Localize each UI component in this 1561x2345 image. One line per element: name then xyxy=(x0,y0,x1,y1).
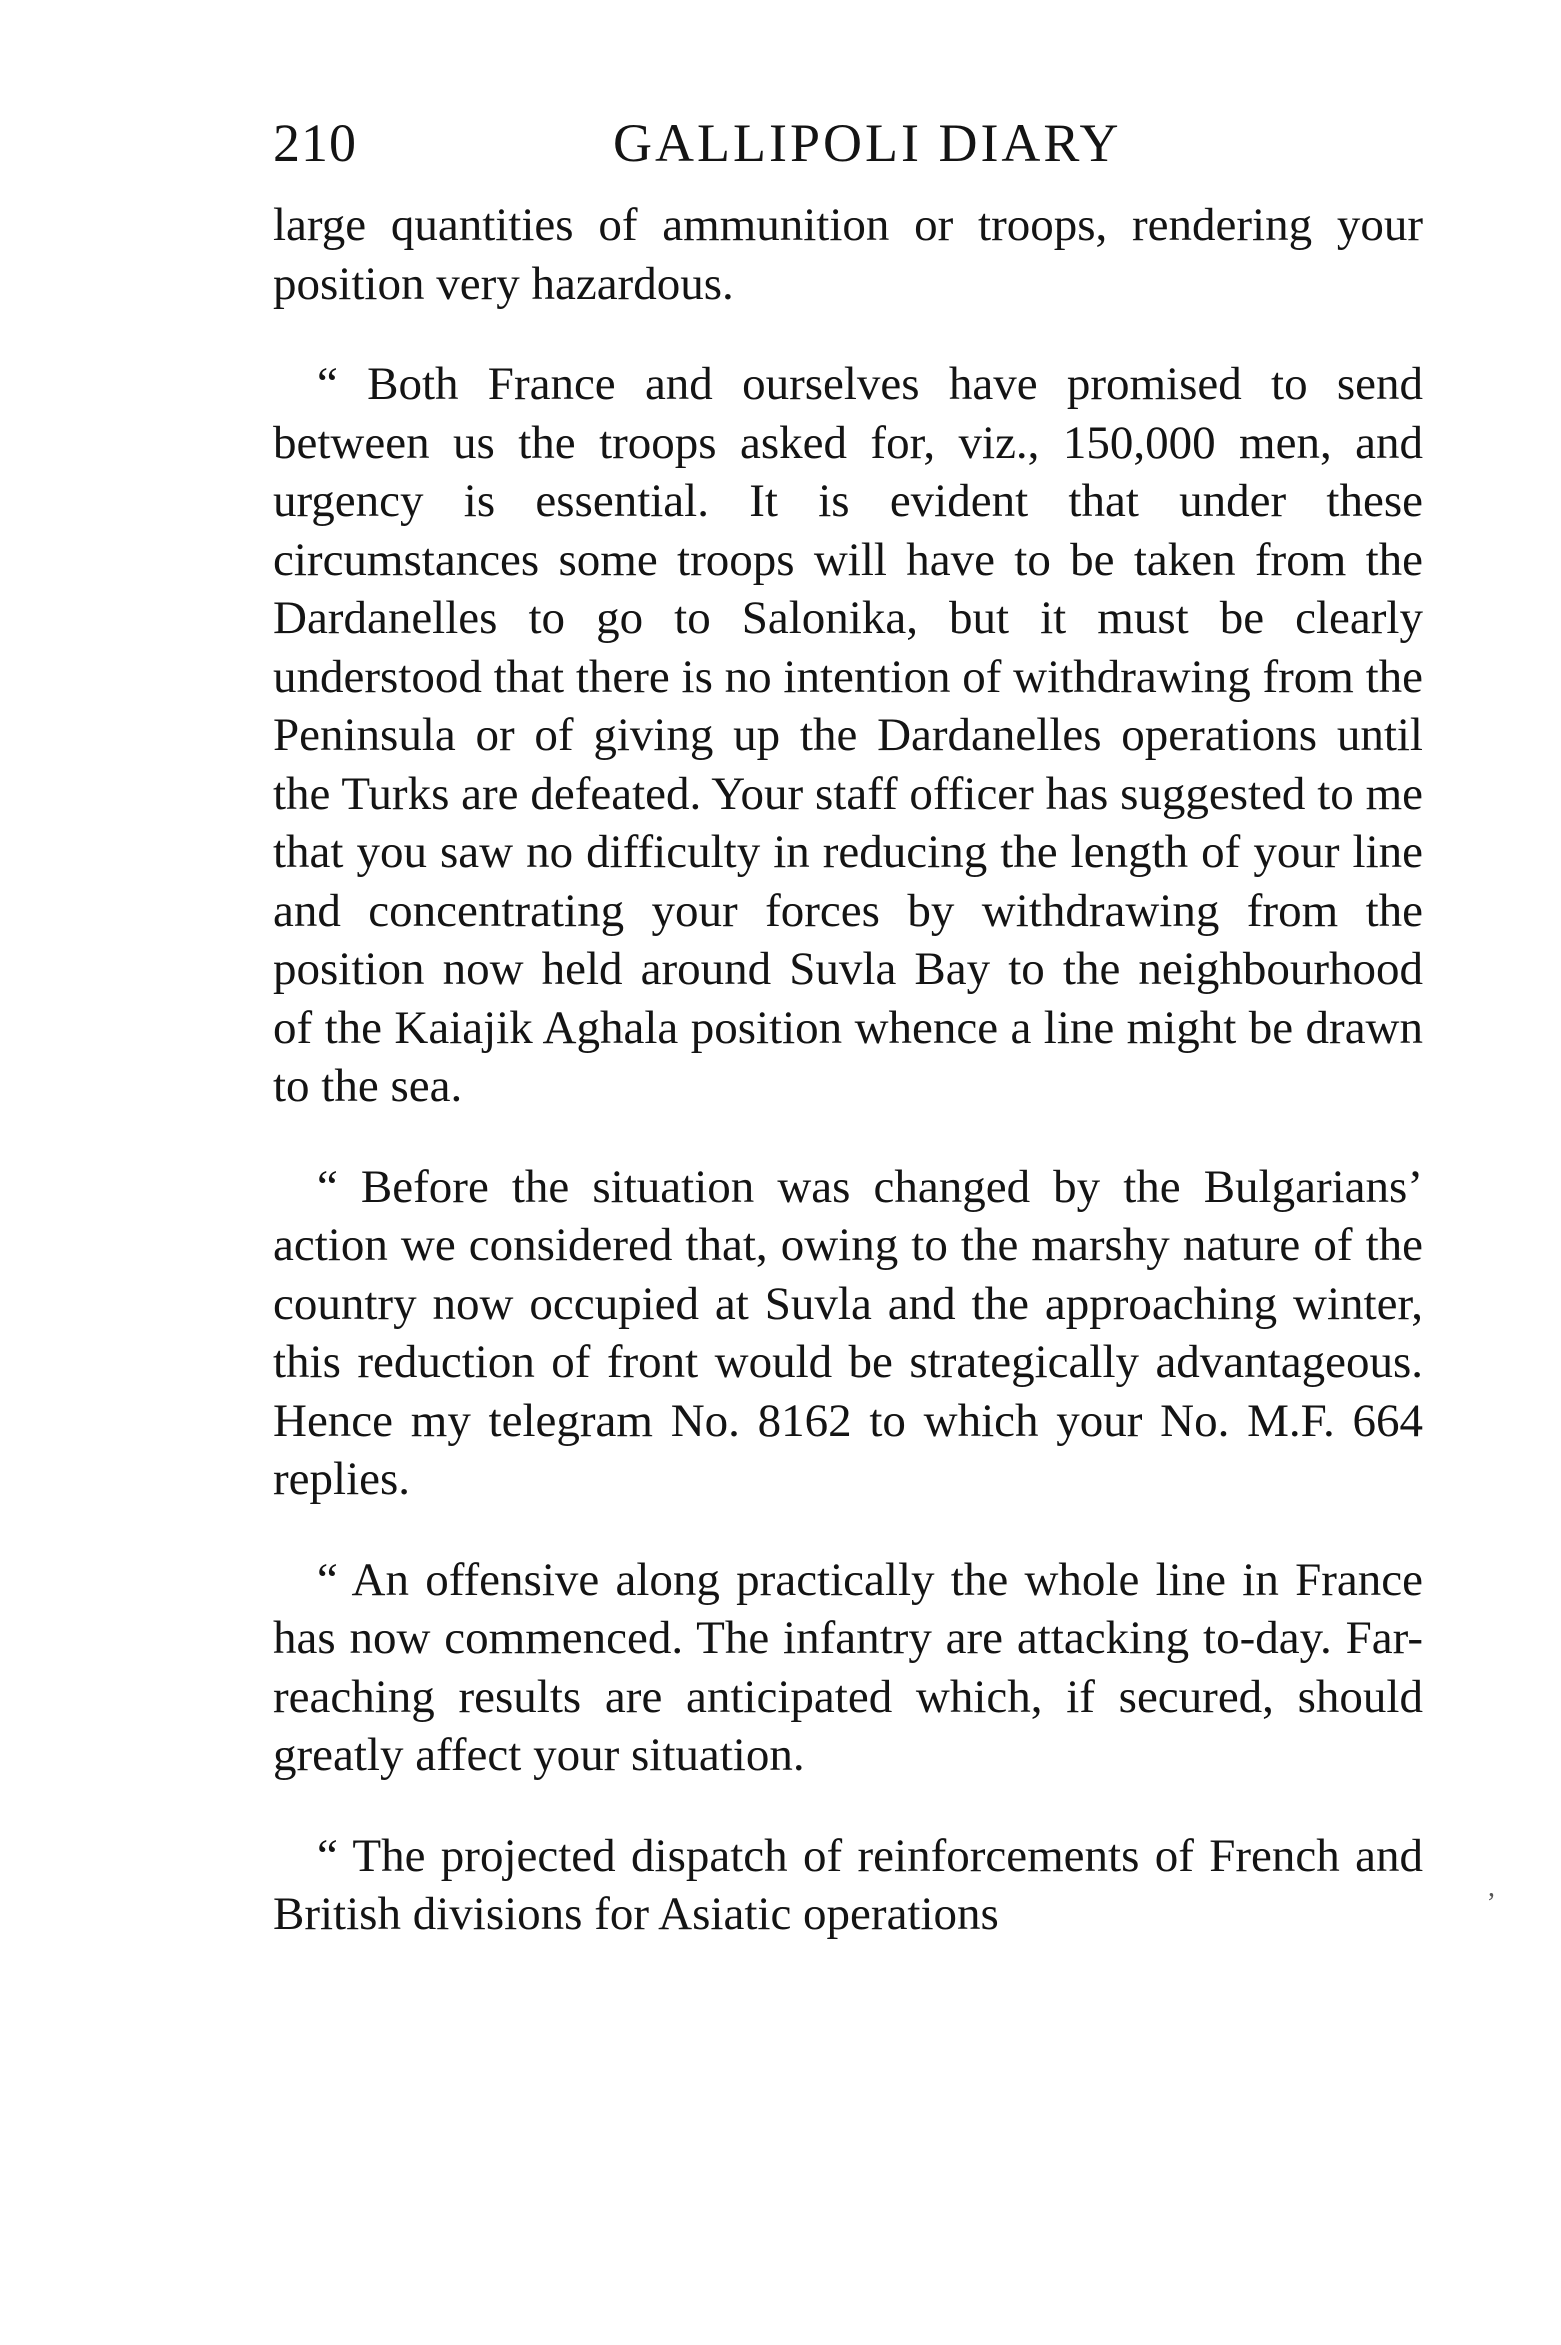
page-number: 210 xyxy=(273,113,357,173)
paragraph-reinforcements: “ The projected dispatch of reinforcements of French and British divisions for Asiatic operations xyxy=(273,1829,1423,1940)
paragraph-france-troops: “ Both France and ourselves have promised to send between us the troops asked for, viz., 150,000 men, and urgency is essential. It is evident that under these circumstances some troops will have to be taken from the Dardanelles to go to Salonika, but it must be clearly understood that there is no intention of withdrawing from the Peninsula or of giving up the Dardanelles operations until the Turks are defeated. Your staff officer has suggested to me that you saw no difficulty in reducing the length of your line and concentrating your forces by withdrawing from the position now held around Suvla Bay to the neighbourhood of the Kaiajik Aghala position whence a line might be drawn to the sea. xyxy=(273,358,1423,1112)
paragraph-continuation: large quantities of ammunition or troops, rendering your position very hazardous. xyxy=(273,199,1423,310)
paragraph-bulgarians: “ Before the situation was changed by the Bulgarians’ action we considered that, owing to the marshy nature of the country now occupied at Suvla and the approaching winter, this reduction of front would be strategically advantageous. Hence my telegram No. 8162 to which your No. M.F. 664 replies. xyxy=(273,1160,1423,1505)
body-text xyxy=(273,196,1423,1986)
running-title: GALLIPOLI DIARY xyxy=(613,113,1122,173)
stray-mark: , xyxy=(1488,1872,1495,1903)
paragraph-offensive: “ An offensive along practically the whole line in France has now commenced. The infantry are attacking to-day. Far-reaching results are anticipated which, if secured, should greatly affect your situation. xyxy=(273,1553,1423,1781)
page-header xyxy=(273,112,1423,192)
